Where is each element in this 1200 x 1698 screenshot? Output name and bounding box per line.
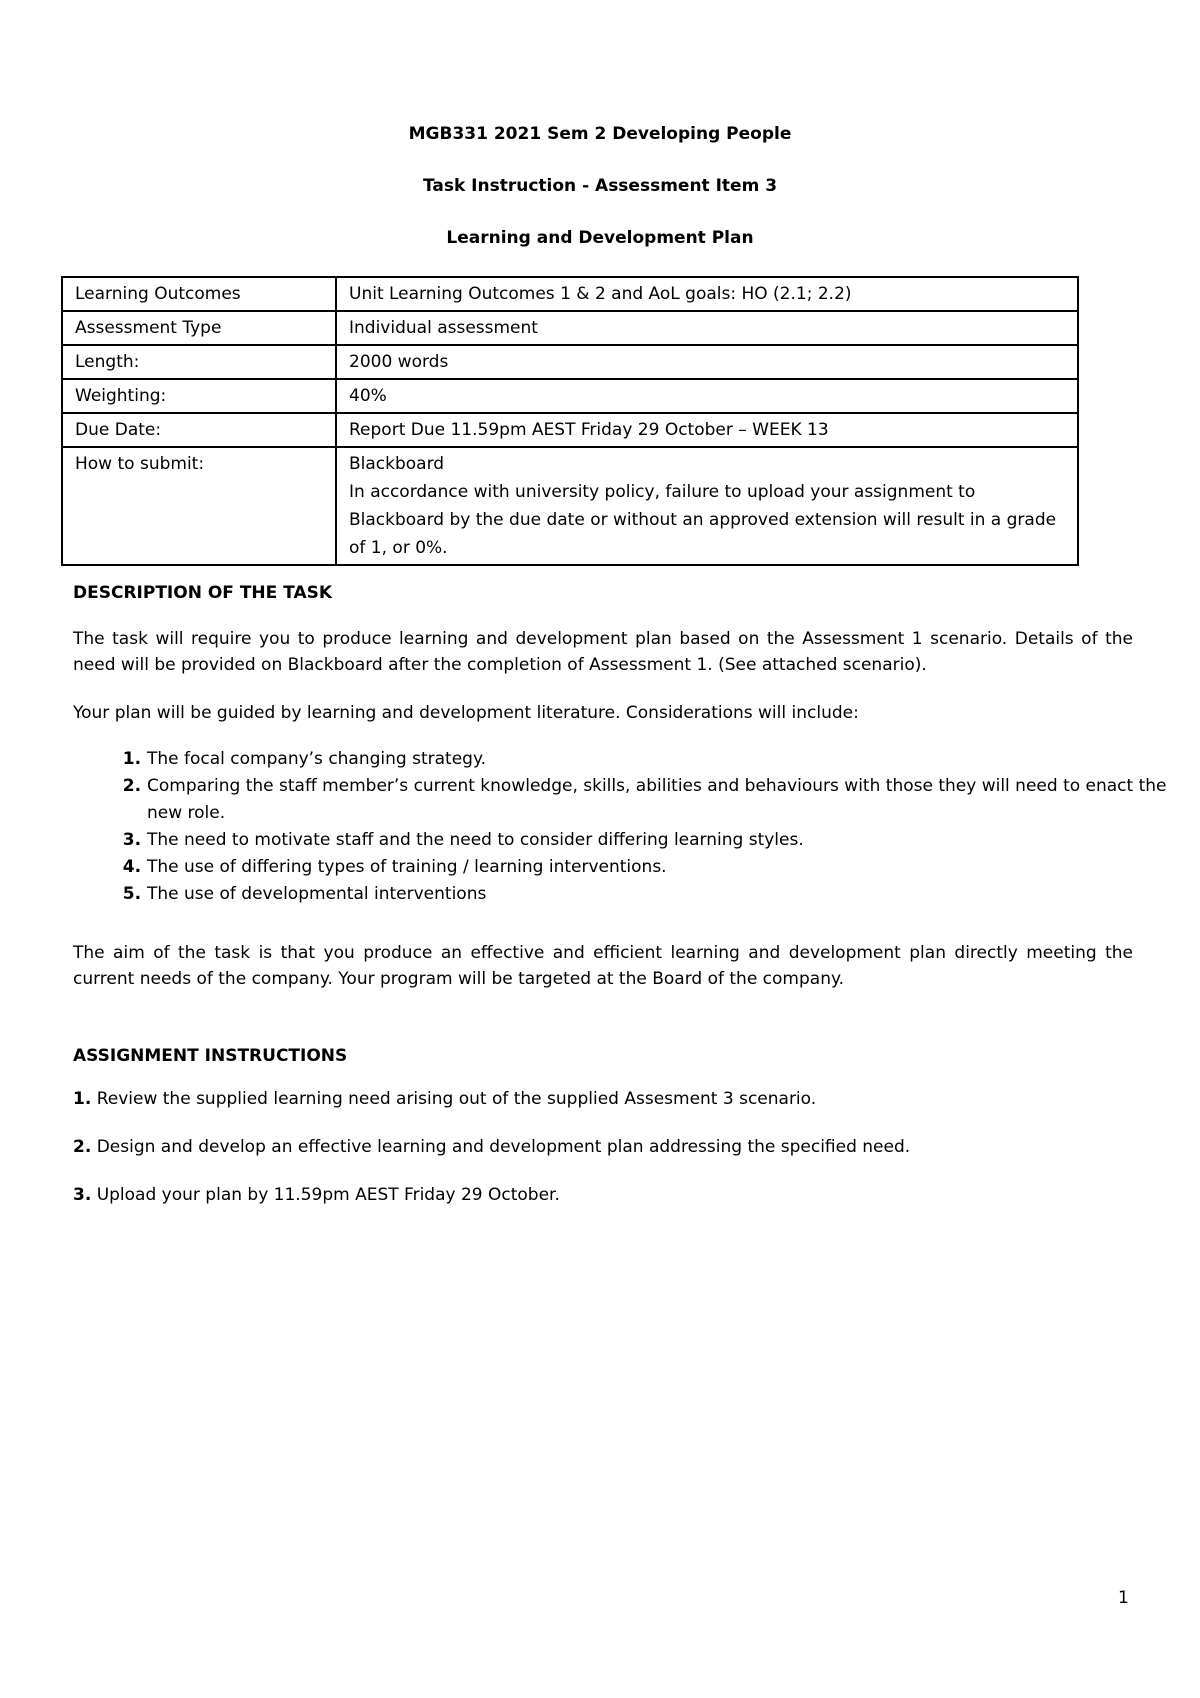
submit-policy: In accordance with university policy, failure to upload your assignment to Blackboard by the due date or without an approved extension will result in a grade of 1, or 0%. [349,482,1057,558]
row-label: Assessment Type [62,311,336,345]
list-item: 4. The use of differing types of training / learning interventions. [147,854,1200,881]
row-value: Individual assessment [336,311,1078,345]
row-value: 40% [336,379,1078,413]
row-value: Unit Learning Outcomes 1 & 2 and AoL goals: HO (2.1; 2.2) [336,277,1078,311]
considerations-intro: Your plan will be guided by learning and development literature. Considerations will include: [73,703,859,723]
description-paragraph: The task will require you to produce learning and development plan based on the Assessment 1 scenario. Details of the need will be provided on Blackboard after the completion of Assessment 1. (See attached scenario). [73,629,1133,675]
list-item: 5. The use of developmental interventions [147,881,1200,908]
step-number: 2. [73,1137,92,1157]
instruction-step [73,1089,1133,1109]
table-row [62,277,1078,311]
instructions-heading: ASSIGNMENT INSTRUCTIONS [73,1046,348,1066]
step-number: 3. [73,1185,92,1205]
table-row [62,311,1078,345]
row-value: Report Due 11.59pm AEST Friday 29 October – WEEK 13 [336,413,1078,447]
row-value: 2000 words [336,345,1078,379]
step-text: Upload your plan by 11.59pm AEST Friday 29 October. [96,1185,560,1205]
table-row [62,413,1078,447]
table-row [62,345,1078,379]
considerations-list [73,746,1200,908]
row-value [336,447,1078,565]
list-item: 3. The need to motivate staff and the need to consider differing learning styles. [147,827,1200,854]
task-title: Task Instruction - Assessment Item 3 [422,176,778,196]
description-heading: DESCRIPTION OF THE TASK [73,583,333,603]
course-title: MGB331 2021 Sem 2 Developing People [408,124,792,144]
step-number: 1. [73,1089,92,1109]
instruction-step [73,1137,1133,1157]
table-row [62,447,1078,565]
row-label: Length: [62,345,336,379]
assessment-info-table [61,276,1079,566]
aim-paragraph: The aim of the task is that you produce an effective and efficient learning and development plan directly meeting the current needs of the company. Your program will be targeted at the Board of the company. [73,943,1133,989]
row-label: Due Date: [62,413,336,447]
step-text: Design and develop an effective learning and development plan addressing the specified need. [96,1137,911,1157]
list-item: 1. The focal company’s changing strategy. [147,746,1200,773]
list-item: 2. Comparing the staff member’s current knowledge, skills, abilities and behaviours with those they will need to enact the new role. [147,773,1200,827]
table-row [62,379,1078,413]
instruction-step [73,1185,1133,1205]
page-number: 1 [1118,1588,1129,1608]
row-label: How to submit: [62,447,336,565]
step-text: Review the supplied learning need arising out of the supplied Assesment 3 scenario. [96,1089,817,1109]
row-label: Learning Outcomes [62,277,336,311]
submit-method: Blackboard [349,454,445,474]
plan-title: Learning and Development Plan [446,228,754,248]
row-label: Weighting: [62,379,336,413]
